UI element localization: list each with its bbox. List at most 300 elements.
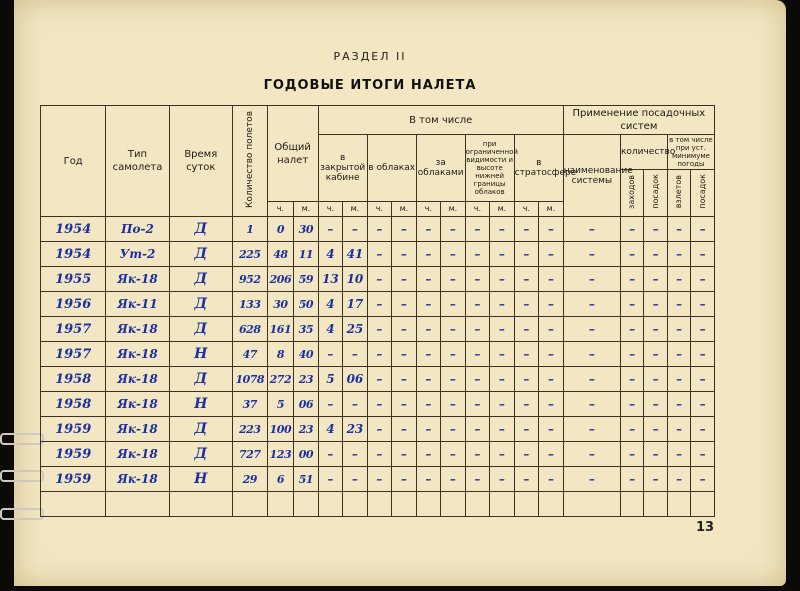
cell-clouds-hours: – xyxy=(367,267,392,292)
cell-above-clouds-hours: – xyxy=(416,317,441,342)
empty-cell xyxy=(490,492,515,517)
cell-above-clouds-minutes: – xyxy=(441,242,466,267)
cell-aircraft-type: Як-18 xyxy=(106,367,169,392)
cell-total-minutes: 40 xyxy=(294,342,319,367)
empty-cell xyxy=(644,492,667,517)
cell-system-name: – xyxy=(563,367,620,392)
cell-landings: – xyxy=(644,267,667,292)
cell-closed-cabin-minutes: – xyxy=(343,442,368,467)
cell-landings-min: – xyxy=(691,342,715,367)
empty-cell xyxy=(667,492,690,517)
cell-flight-count: 1078 xyxy=(232,367,267,392)
header-minutes: м. xyxy=(490,202,515,217)
cell-aircraft-type: Як-18 xyxy=(106,267,169,292)
cell-year: 1957 xyxy=(41,342,106,367)
cell-system-name: – xyxy=(563,342,620,367)
header-landings-min: посадок xyxy=(697,174,707,209)
header-minutes: м. xyxy=(539,202,564,217)
cell-stratosphere-minutes: – xyxy=(539,217,564,242)
cell-total-hours: 48 xyxy=(267,242,294,267)
cell-system-name: – xyxy=(563,242,620,267)
cell-above-clouds-minutes: – xyxy=(441,392,466,417)
binding-ring xyxy=(0,433,44,445)
cell-takeoffs-min: – xyxy=(667,317,690,342)
cell-year: 1959 xyxy=(41,442,106,467)
cell-landings-min: – xyxy=(691,317,715,342)
cell-year: 1954 xyxy=(41,242,106,267)
cell-year: 1956 xyxy=(41,292,106,317)
header-takeoffs: взлетов xyxy=(674,174,684,209)
cell-closed-cabin-hours: 13 xyxy=(318,267,343,292)
header-hours: ч. xyxy=(318,202,343,217)
cell-above-clouds-hours: – xyxy=(416,442,441,467)
cell-above-clouds-hours: – xyxy=(416,367,441,392)
cell-total-minutes: 59 xyxy=(294,267,319,292)
cell-limited-visibility-minutes: – xyxy=(490,317,515,342)
cell-total-hours: 206 xyxy=(267,267,294,292)
cell-approaches: – xyxy=(620,242,643,267)
cell-landings: – xyxy=(644,317,667,342)
cell-limited-visibility-minutes: – xyxy=(490,367,515,392)
cell-clouds-hours: – xyxy=(367,242,392,267)
empty-cell xyxy=(267,492,294,517)
cell-limited-visibility-minutes: – xyxy=(490,417,515,442)
cell-closed-cabin-minutes: 25 xyxy=(343,317,368,342)
cell-limited-visibility-minutes: – xyxy=(490,342,515,367)
cell-stratosphere-hours: – xyxy=(514,292,539,317)
cell-total-minutes: 50 xyxy=(294,292,319,317)
cell-system-name: – xyxy=(563,267,620,292)
binding-ring xyxy=(0,508,44,520)
cell-aircraft-type: Як-18 xyxy=(106,442,169,467)
cell-approaches: – xyxy=(620,392,643,417)
cell-flight-count: 47 xyxy=(232,342,267,367)
header-hours: ч. xyxy=(416,202,441,217)
cell-above-clouds-hours: – xyxy=(416,267,441,292)
empty-cell xyxy=(169,492,232,517)
header-landing-systems: Применение посадочных систем xyxy=(563,106,714,135)
cell-year: 1957 xyxy=(41,317,106,342)
empty-cell xyxy=(232,492,267,517)
cell-above-clouds-minutes: – xyxy=(441,467,466,492)
cell-stratosphere-minutes: – xyxy=(539,442,564,467)
header-hours: ч. xyxy=(465,202,490,217)
cell-system-name: – xyxy=(563,292,620,317)
header-flight-count: Количество полетов xyxy=(244,111,255,208)
cell-limited-visibility-hours: – xyxy=(465,317,490,342)
cell-clouds-minutes: – xyxy=(392,242,417,267)
cell-landings: – xyxy=(644,342,667,367)
empty-cell xyxy=(514,492,539,517)
cell-takeoffs-min: – xyxy=(667,342,690,367)
cell-landings: – xyxy=(644,292,667,317)
cell-total-hours: 6 xyxy=(267,467,294,492)
cell-landings: – xyxy=(644,467,667,492)
table-row xyxy=(41,342,715,367)
cell-limited-visibility-hours: – xyxy=(465,417,490,442)
cell-limited-visibility-hours: – xyxy=(465,467,490,492)
cell-clouds-minutes: – xyxy=(392,292,417,317)
header-including: В том числе xyxy=(318,106,563,135)
header-stratosphere: в стратосфере xyxy=(514,135,563,202)
empty-cell xyxy=(563,492,620,517)
cell-clouds-hours: – xyxy=(367,392,392,417)
cell-closed-cabin-hours: – xyxy=(318,467,343,492)
cell-closed-cabin-minutes: 41 xyxy=(343,242,368,267)
cell-closed-cabin-minutes: – xyxy=(343,392,368,417)
cell-total-hours: 5 xyxy=(267,392,294,417)
cell-time-of-day: Н xyxy=(169,467,232,492)
cell-above-clouds-hours: – xyxy=(416,392,441,417)
cell-clouds-minutes: – xyxy=(392,392,417,417)
cell-takeoffs-min: – xyxy=(667,367,690,392)
cell-landings: – xyxy=(644,217,667,242)
cell-total-hours: 8 xyxy=(267,342,294,367)
cell-closed-cabin-minutes: 10 xyxy=(343,267,368,292)
cell-clouds-hours: – xyxy=(367,417,392,442)
cell-closed-cabin-minutes: – xyxy=(343,217,368,242)
header-in-clouds: в облаках xyxy=(367,135,416,202)
cell-limited-visibility-minutes: – xyxy=(490,267,515,292)
cell-above-clouds-minutes: – xyxy=(441,342,466,367)
cell-landings: – xyxy=(644,367,667,392)
header-hours: ч. xyxy=(514,202,539,217)
cell-limited-visibility-minutes: – xyxy=(490,442,515,467)
annual-flight-totals-table xyxy=(40,105,715,517)
cell-flight-count: 223 xyxy=(232,417,267,442)
cell-stratosphere-hours: – xyxy=(514,367,539,392)
empty-cell xyxy=(367,492,392,517)
cell-landings: – xyxy=(644,417,667,442)
cell-total-hours: 0 xyxy=(267,217,294,242)
cell-total-hours: 30 xyxy=(267,292,294,317)
empty-cell xyxy=(294,492,319,517)
cell-flight-count: 37 xyxy=(232,392,267,417)
header-minutes: м. xyxy=(343,202,368,217)
cell-limited-visibility-hours: – xyxy=(465,342,490,367)
cell-approaches: – xyxy=(620,417,643,442)
cell-above-clouds-hours: – xyxy=(416,217,441,242)
cell-clouds-hours: – xyxy=(367,292,392,317)
cell-time-of-day: Д xyxy=(169,267,232,292)
cell-above-clouds-minutes: – xyxy=(441,367,466,392)
cell-total-hours: 272 xyxy=(267,367,294,392)
cell-clouds-minutes: – xyxy=(392,217,417,242)
cell-limited-visibility-minutes: – xyxy=(490,292,515,317)
cell-aircraft-type: Як-11 xyxy=(106,292,169,317)
cell-total-minutes: 06 xyxy=(294,392,319,417)
cell-flight-count: 628 xyxy=(232,317,267,342)
empty-cell xyxy=(41,492,106,517)
cell-year: 1959 xyxy=(41,417,106,442)
cell-limited-visibility-hours: – xyxy=(465,217,490,242)
empty-cell xyxy=(318,492,343,517)
cell-total-minutes: 51 xyxy=(294,467,319,492)
table-row xyxy=(41,292,715,317)
cell-approaches: – xyxy=(620,267,643,292)
header-time-of-day: Время суток xyxy=(169,106,232,217)
cell-above-clouds-minutes: – xyxy=(441,442,466,467)
cell-stratosphere-hours: – xyxy=(514,442,539,467)
empty-cell xyxy=(465,492,490,517)
cell-aircraft-type: Як-18 xyxy=(106,417,169,442)
cell-takeoffs-min: – xyxy=(667,417,690,442)
cell-flight-count: 727 xyxy=(232,442,267,467)
cell-clouds-hours: – xyxy=(367,367,392,392)
cell-clouds-hours: – xyxy=(367,217,392,242)
cell-limited-visibility-hours: – xyxy=(465,292,490,317)
table-row xyxy=(41,217,715,242)
cell-landings: – xyxy=(644,442,667,467)
cell-limited-visibility-minutes: – xyxy=(490,467,515,492)
cell-total-hours: 123 xyxy=(267,442,294,467)
cell-clouds-minutes: – xyxy=(392,417,417,442)
empty-cell xyxy=(343,492,368,517)
cell-takeoffs-min: – xyxy=(667,467,690,492)
cell-above-clouds-hours: – xyxy=(416,242,441,267)
cell-system-name: – xyxy=(563,217,620,242)
cell-total-minutes: 30 xyxy=(294,217,319,242)
cell-landings-min: – xyxy=(691,442,715,467)
cell-stratosphere-hours: – xyxy=(514,217,539,242)
cell-clouds-minutes: – xyxy=(392,442,417,467)
cell-closed-cabin-hours: 4 xyxy=(318,417,343,442)
empty-cell xyxy=(416,492,441,517)
cell-flight-count: 29 xyxy=(232,467,267,492)
cell-above-clouds-hours: – xyxy=(416,467,441,492)
header-minutes: м. xyxy=(441,202,466,217)
empty-cell xyxy=(691,492,715,517)
cell-year: 1955 xyxy=(41,267,106,292)
header-landings-cell xyxy=(644,170,667,217)
cell-stratosphere-minutes: – xyxy=(539,342,564,367)
cell-approaches: – xyxy=(620,342,643,367)
empty-cell xyxy=(392,492,417,517)
cell-clouds-minutes: – xyxy=(392,467,417,492)
cell-landings-min: – xyxy=(691,392,715,417)
cell-takeoffs-min: – xyxy=(667,242,690,267)
header-weather-minimum: в том числе при уст. минимуме погоды xyxy=(669,136,713,168)
cell-total-minutes: 23 xyxy=(294,417,319,442)
cell-time-of-day: Д xyxy=(169,367,232,392)
cell-time-of-day: Д xyxy=(169,417,232,442)
cell-closed-cabin-hours: – xyxy=(318,342,343,367)
cell-aircraft-type: Як-18 xyxy=(106,392,169,417)
table-row xyxy=(41,467,715,492)
cell-stratosphere-minutes: – xyxy=(539,317,564,342)
cell-stratosphere-hours: – xyxy=(514,417,539,442)
cell-closed-cabin-minutes: 17 xyxy=(343,292,368,317)
cell-closed-cabin-hours: – xyxy=(318,217,343,242)
cell-total-minutes: 23 xyxy=(294,367,319,392)
cell-system-name: – xyxy=(563,467,620,492)
cell-aircraft-type: По-2 xyxy=(106,217,169,242)
cell-takeoffs-min: – xyxy=(667,217,690,242)
cell-above-clouds-minutes: – xyxy=(441,217,466,242)
cell-clouds-hours: – xyxy=(367,467,392,492)
section-label: РАЗДЕЛ II xyxy=(333,50,407,63)
cell-closed-cabin-minutes: 23 xyxy=(343,417,368,442)
cell-landings: – xyxy=(644,242,667,267)
cell-aircraft-type: Як-18 xyxy=(106,342,169,367)
header-minutes: м. xyxy=(392,202,417,217)
cell-landings-min: – xyxy=(691,242,715,267)
table-row xyxy=(41,367,715,392)
cell-year: 1958 xyxy=(41,392,106,417)
cell-stratosphere-hours: – xyxy=(514,242,539,267)
empty-cell xyxy=(620,492,643,517)
cell-time-of-day: Д xyxy=(169,442,232,467)
cell-landings-min: – xyxy=(691,217,715,242)
cell-time-of-day: Д xyxy=(169,217,232,242)
cell-system-name: – xyxy=(563,442,620,467)
cell-stratosphere-minutes: – xyxy=(539,267,564,292)
cell-clouds-hours: – xyxy=(367,442,392,467)
header-system-name: наименование системы xyxy=(563,135,620,217)
cell-stratosphere-minutes: – xyxy=(539,417,564,442)
cell-flight-count: 952 xyxy=(232,267,267,292)
cell-closed-cabin-hours: 5 xyxy=(318,367,343,392)
cell-clouds-minutes: – xyxy=(392,267,417,292)
cell-limited-visibility-hours: – xyxy=(465,442,490,467)
table-row xyxy=(41,392,715,417)
cell-stratosphere-minutes: – xyxy=(539,392,564,417)
empty-row xyxy=(41,492,715,517)
cell-aircraft-type: Ут-2 xyxy=(106,242,169,267)
cell-time-of-day: Н xyxy=(169,392,232,417)
cell-above-clouds-hours: – xyxy=(416,417,441,442)
cell-above-clouds-minutes: – xyxy=(441,267,466,292)
cell-approaches: – xyxy=(620,217,643,242)
cell-time-of-day: Н xyxy=(169,342,232,367)
cell-takeoffs-min: – xyxy=(667,392,690,417)
empty-cell xyxy=(539,492,564,517)
cell-total-minutes: 35 xyxy=(294,317,319,342)
cell-stratosphere-hours: – xyxy=(514,317,539,342)
header-approaches: заходов xyxy=(627,174,637,209)
cell-landings-min: – xyxy=(691,417,715,442)
header-aircraft-type: Тип самолета xyxy=(106,106,169,217)
cell-limited-visibility-minutes: – xyxy=(490,217,515,242)
table-row xyxy=(41,442,715,467)
cell-stratosphere-minutes: – xyxy=(539,292,564,317)
table-row xyxy=(41,317,715,342)
cell-landings-min: – xyxy=(691,267,715,292)
cell-takeoffs-min: – xyxy=(667,267,690,292)
cell-year: 1958 xyxy=(41,367,106,392)
cell-landings-min: – xyxy=(691,467,715,492)
empty-cell xyxy=(441,492,466,517)
header-approaches-cell xyxy=(620,170,643,217)
header-hours: ч. xyxy=(367,202,392,217)
header-hours: ч. xyxy=(267,202,294,217)
cell-system-name: – xyxy=(563,317,620,342)
table-row xyxy=(41,267,715,292)
cell-stratosphere-minutes: – xyxy=(539,367,564,392)
cell-total-hours: 161 xyxy=(267,317,294,342)
cell-total-minutes: 11 xyxy=(294,242,319,267)
cell-above-clouds-minutes: – xyxy=(441,292,466,317)
cell-flight-count: 225 xyxy=(232,242,267,267)
table-row xyxy=(41,242,715,267)
cell-closed-cabin-hours: – xyxy=(318,442,343,467)
cell-closed-cabin-hours: 4 xyxy=(318,242,343,267)
cell-takeoffs-min: – xyxy=(667,442,690,467)
cell-aircraft-type: Як-18 xyxy=(106,467,169,492)
cell-year: 1954 xyxy=(41,217,106,242)
cell-limited-visibility-hours: – xyxy=(465,367,490,392)
cell-closed-cabin-minutes: – xyxy=(343,342,368,367)
cell-stratosphere-hours: – xyxy=(514,267,539,292)
cell-approaches: – xyxy=(620,317,643,342)
cell-takeoffs-min: – xyxy=(667,292,690,317)
cell-clouds-minutes: – xyxy=(392,342,417,367)
header-closed-cabin: в закрытой кабине xyxy=(318,135,367,202)
header-takeoffs-cell xyxy=(667,170,690,217)
header-landings-min-cell xyxy=(691,170,715,217)
cell-closed-cabin-hours: – xyxy=(318,392,343,417)
cell-year: 1959 xyxy=(41,467,106,492)
page-title: ГОДОВЫЕ ИТОГИ НАЛЕТА xyxy=(263,78,477,93)
cell-limited-visibility-hours: – xyxy=(465,267,490,292)
cell-limited-visibility-minutes: – xyxy=(490,392,515,417)
cell-limited-visibility-hours: – xyxy=(465,392,490,417)
header-above-clouds: за облаками xyxy=(416,135,465,202)
empty-cell xyxy=(106,492,169,517)
header-year: Год xyxy=(41,106,106,217)
cell-stratosphere-hours: – xyxy=(514,342,539,367)
cell-closed-cabin-hours: 4 xyxy=(318,317,343,342)
cell-above-clouds-hours: – xyxy=(416,342,441,367)
cell-approaches: – xyxy=(620,467,643,492)
cell-clouds-minutes: – xyxy=(392,367,417,392)
cell-above-clouds-minutes: – xyxy=(441,317,466,342)
cell-system-name: – xyxy=(563,417,620,442)
cell-closed-cabin-minutes: 06 xyxy=(343,367,368,392)
cell-time-of-day: Д xyxy=(169,317,232,342)
header-total-time: Общий налет xyxy=(267,106,318,202)
cell-stratosphere-hours: – xyxy=(514,467,539,492)
cell-closed-cabin-hours: 4 xyxy=(318,292,343,317)
binding-ring xyxy=(0,470,44,482)
cell-stratosphere-hours: – xyxy=(514,392,539,417)
header-minutes: м. xyxy=(294,202,319,217)
header-quantity: количество xyxy=(620,135,667,170)
header-landings: посадок xyxy=(650,174,660,209)
cell-approaches: – xyxy=(620,442,643,467)
cell-limited-visibility-hours: – xyxy=(465,242,490,267)
cell-stratosphere-minutes: – xyxy=(539,467,564,492)
cell-flight-count: 133 xyxy=(232,292,267,317)
cell-stratosphere-minutes: – xyxy=(539,242,564,267)
cell-time-of-day: Д xyxy=(169,242,232,267)
cell-total-minutes: 00 xyxy=(294,442,319,467)
cell-above-clouds-hours: – xyxy=(416,292,441,317)
cell-closed-cabin-minutes: – xyxy=(343,467,368,492)
cell-total-hours: 100 xyxy=(267,417,294,442)
cell-clouds-hours: – xyxy=(367,317,392,342)
header-limited-visibility: при ограниченной видимости и высоте нижней границы облаков xyxy=(465,135,514,202)
cell-limited-visibility-minutes: – xyxy=(490,242,515,267)
cell-system-name: – xyxy=(563,392,620,417)
cell-aircraft-type: Як-18 xyxy=(106,317,169,342)
cell-landings-min: – xyxy=(691,292,715,317)
cell-clouds-hours: – xyxy=(367,342,392,367)
header-flight-count-cell xyxy=(232,106,267,217)
table-row xyxy=(41,417,715,442)
cell-approaches: – xyxy=(620,367,643,392)
page-number: 13 xyxy=(696,520,715,535)
